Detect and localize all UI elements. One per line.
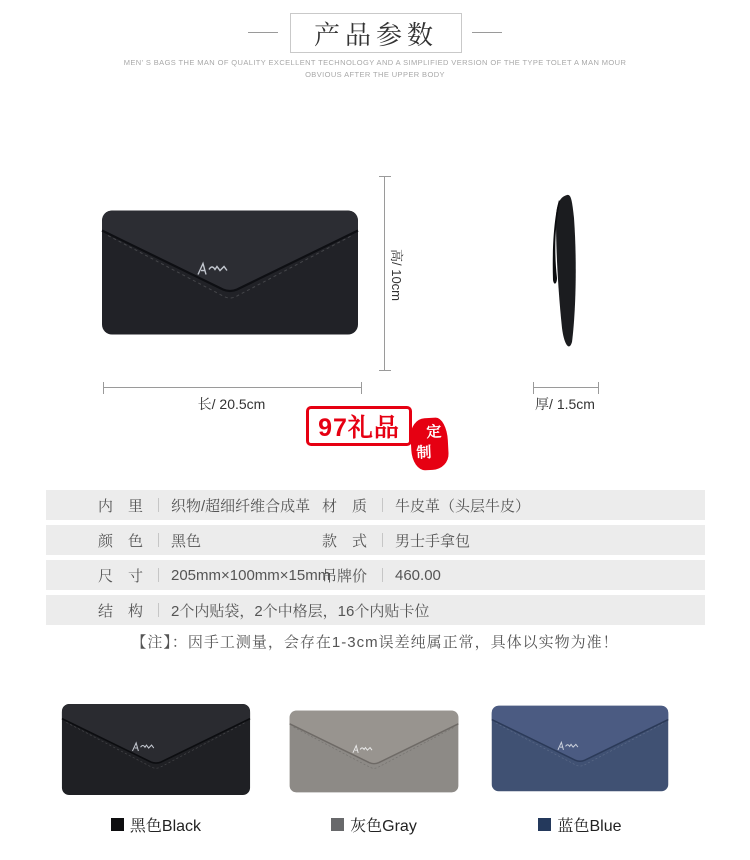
spec-cell <box>322 490 705 520</box>
spec-divider <box>158 603 159 617</box>
spec-row-color-style <box>46 525 705 555</box>
variant-label-text: 灰色Gray <box>350 818 417 835</box>
spec-divider <box>382 568 383 582</box>
measurement-note: 【注】：因手工测量，会存在1-3cm误差纯属正常，具体以实物为准！ <box>131 634 619 651</box>
spec-divider <box>158 533 159 547</box>
side-wallet-body <box>556 195 576 347</box>
height-dimension-label: 高/ 10cm <box>389 249 405 302</box>
length-dimension-line <box>103 382 362 394</box>
product-front-photo <box>100 206 360 339</box>
variant-label-black <box>60 813 252 836</box>
spec-label: 颜 色 <box>98 532 144 550</box>
spec-divider <box>382 533 383 547</box>
color-swatch-blue <box>538 818 551 831</box>
section-title-text: 产品参数 <box>313 19 438 50</box>
spec-value: 织物/超细纤维合成革 <box>171 497 311 515</box>
spec-label: 材 质 <box>322 497 368 515</box>
spec-label: 结 构 <box>98 602 144 620</box>
subtitle-line-2: OBVIOUS AFTER THE UPPER BODY <box>305 70 445 79</box>
variant-label-gray <box>288 813 460 836</box>
variant-photo-gray <box>288 708 460 795</box>
spec-cell <box>322 525 705 555</box>
variant-label-text: 蓝色Blue <box>557 818 622 835</box>
seal-char-bottom: 制 <box>416 444 432 462</box>
spec-divider <box>158 498 159 512</box>
product-side-photo <box>544 192 586 360</box>
title-left-line <box>248 32 278 33</box>
section-title <box>290 13 462 53</box>
spec-value: 男士手拿包 <box>395 532 471 550</box>
variant-photo-black <box>60 701 252 798</box>
spec-label: 内 里 <box>98 497 144 515</box>
variant-photo-blue <box>490 703 670 794</box>
spec-table <box>46 490 705 625</box>
spec-cell <box>46 525 322 555</box>
subtitle-line-1: MEN' S BAGS THE MAN OF QUALITY EXCELLENT TECHNOLOGY AND A SIMPLIFIED VERSION OF THE TYPE TOLET A MAN MOUR <box>123 58 627 67</box>
spec-cell <box>46 560 331 590</box>
color-swatch-black <box>111 818 124 831</box>
spec-value: 2个内贴袋，2个中格层，16个内贴卡位 <box>171 602 430 620</box>
spec-cell <box>322 560 705 590</box>
brand-stamp <box>306 406 412 446</box>
spec-row-size-price <box>46 560 705 590</box>
thickness-dimension-line <box>533 382 599 394</box>
spec-label: 款 式 <box>322 532 368 550</box>
spec-value: 460.00 <box>395 566 441 584</box>
spec-row-structure <box>46 595 705 625</box>
spec-cell <box>46 490 322 520</box>
spec-divider <box>382 498 383 512</box>
spec-cell <box>46 595 705 625</box>
variant-label-blue <box>490 813 670 836</box>
spec-divider <box>158 568 159 582</box>
seal-char-top: 定 <box>425 423 442 442</box>
custom-seal <box>410 417 450 471</box>
brand-stamp-text: 97礼品 <box>318 414 400 442</box>
thickness-dimension-label: 厚/ 1.5cm <box>535 396 595 412</box>
spec-value: 黑色 <box>171 532 202 550</box>
spec-label: 吊牌价 <box>322 567 368 585</box>
variant-label-text: 黑色Black <box>129 818 202 835</box>
spec-value: 205mm×100mm×15mm <box>171 566 331 584</box>
spec-label: 尺 寸 <box>98 567 144 585</box>
length-dimension-label: 长/ 20.5cm <box>197 396 266 412</box>
spec-value: 牛皮革（头层牛皮） <box>395 497 531 515</box>
color-swatch-gray <box>331 818 344 831</box>
spec-row-lining-material <box>46 490 705 520</box>
title-right-line <box>472 32 502 33</box>
